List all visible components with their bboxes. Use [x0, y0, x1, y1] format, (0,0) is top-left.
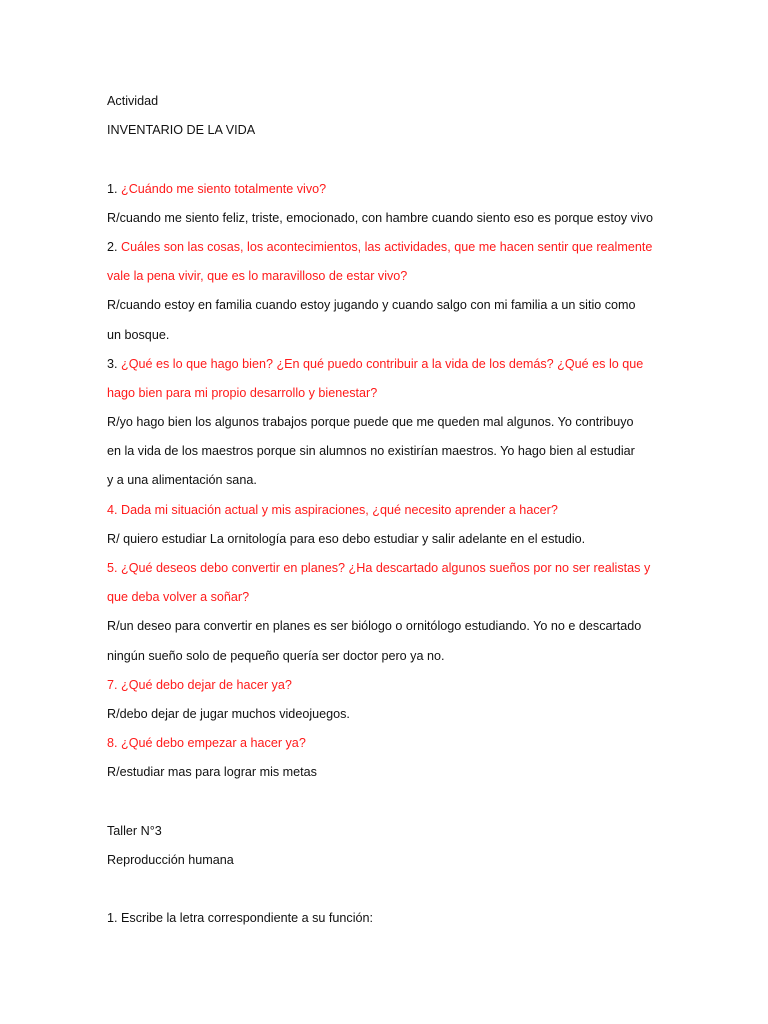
taller-subject: Reproducción humana [107, 852, 234, 867]
question-1-text: ¿Cuándo me siento totalmente vivo? [121, 181, 327, 196]
answer-2-line-1: R/cuando estoy en familia cuando estoy jugando y cuando salgo con mi familia a un sitio como [107, 298, 636, 313]
answer-2-line-2: un bosque. [107, 327, 170, 342]
spacer [107, 145, 667, 174]
answer-5-line-1: R/un deseo para convertir en planes es ser biólogo o ornitólogo estudiando. Yo no e descartado [107, 619, 642, 634]
answer-5-line-2: ningún sueño solo de pequeño quería ser doctor pero ya no. [107, 648, 445, 663]
answer-3-line-3: y a una alimentación sana. [107, 473, 257, 488]
question-2-line-1 [107, 233, 667, 262]
answer-8: R/estudiar mas para lograr mis metas [107, 765, 317, 780]
spacer [107, 875, 667, 904]
question-7: 7. ¿Qué debo dejar de hacer ya? [107, 677, 292, 692]
question-2-number: 2. [107, 239, 122, 254]
answer-7: R/debo dejar de jugar muchos videojuegos. [107, 706, 350, 721]
question-2-line-2: vale la pena vivir, que es lo maravilloso de estar vivo? [107, 269, 408, 284]
answer-1: R/cuando me siento feliz, triste, emocionado, con hambre cuando siento eso es porque estoy vivo [107, 210, 654, 225]
spacer [107, 788, 667, 817]
question-5-line-2: que deba volver a soñar? [107, 590, 250, 605]
answer-4: R/ quiero estudiar La ornitología para eso debo estudiar y salir adelante en el estudio. [107, 531, 586, 546]
answer-3-line-2: en la vida de los maestros porque sin alumnos no existirían maestros. Yo hago bien al estudiar [107, 444, 635, 459]
question-8: 8. ¿Qué debo empezar a hacer ya? [107, 736, 306, 751]
question-3-line-1 [107, 350, 667, 379]
document-title: INVENTARIO DE LA VIDA [107, 123, 256, 138]
taller-instruction: 1. Escribe la letra correspondiente a su función: [107, 911, 374, 926]
document-body [107, 87, 667, 933]
question-3-number: 3. [107, 356, 122, 371]
question-1 [107, 175, 667, 204]
question-2-text-1: Cuáles son las cosas, los acontecimientos, las actividades, que me hacen sentir que realmente [121, 239, 653, 254]
activity-label: Actividad [107, 94, 159, 108]
question-1-number: 1. [107, 181, 122, 196]
question-4: 4. Dada mi situación actual y mis aspiraciones, ¿qué necesito aprender a hacer? [107, 502, 558, 517]
answer-3-line-1: R/yo hago bien los algunos trabajos porque puede que me queden mal algunos. Yo contribuyo [107, 415, 634, 430]
taller-label: Taller N°3 [107, 823, 162, 838]
question-3-line-2: hago bien para mi propio desarrollo y bienestar? [107, 385, 378, 400]
question-5-line-1: 5. ¿Qué deseos debo convertir en planes? ¿Ha descartado algunos sueños por no ser realistas y [107, 561, 651, 575]
question-3-text-1: ¿Qué es lo que hago bien? ¿En qué puedo contribuir a la vida de los demás? ¿Qué es lo que [121, 356, 644, 371]
